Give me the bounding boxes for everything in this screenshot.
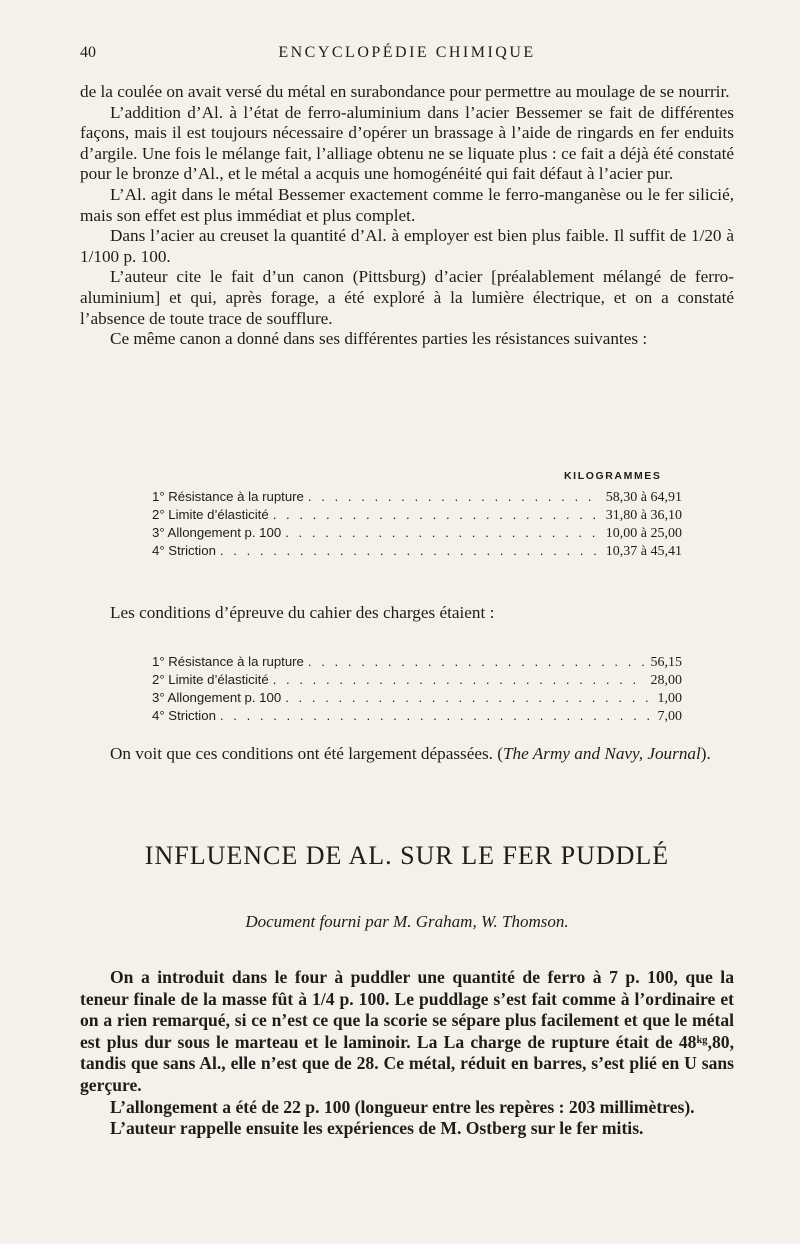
paragraph: Les conditions d’épreuve du cahier des charges étaient : [110,603,495,622]
source-citation: The Army and Navy, Journal [502,744,701,763]
row-value: 10,37 à 45,41 [605,544,682,559]
row-label: 2° Limite d’élasticité [152,507,269,522]
row-value: 58,30 à 64,91 [605,490,682,505]
dot-leader [285,524,602,541]
paragraph: L’addition d’Al. à l’état de ferro-aluminium dans l’acier Bessemer se fait de différentes façons, mais il est toujours nécessaire d’opérer un brassage à l’aide de ringards en fer enduits d’argile. Une fois le mélange fait, l’alliage obtenu ne se liquate plus : ce fait a déjà été constaté pour le bronze d’Al., et le métal a acquis une homogénéité qui fait défaut à l’acier pur. [80,102,734,184]
table-row [152,689,682,707]
row-value: 10,00 à 25,00 [605,526,682,541]
dot-leader [273,506,602,523]
running-title: ENCYCLOPÉDIE CHIMIQUE [278,44,536,61]
table-row [152,671,682,689]
conclusion [80,744,734,765]
row-label: 1° Résistance à la rupture [152,489,304,504]
row-label: 4° Striction [152,543,216,558]
row-label: 1° Résistance à la rupture [152,654,304,669]
table-row [152,542,682,560]
body-text-top [80,82,734,350]
row-value: 31,80 à 36,10 [605,508,682,523]
dot-leader [308,488,602,505]
conclusion-text: On voit que ces conditions ont été largement dépassées. ( [110,744,503,763]
conditions-intro [80,603,734,624]
row-value: 7,00 [657,709,682,724]
table-row [152,506,682,524]
paragraph: L’Al. agit dans le métal Bessemer exactement comme le ferro-manganèse ou le fer silicié, mais son effet est plus immédiat et plus complet. [80,184,734,225]
dot-leader [308,653,647,670]
paragraph: On a introduit dans le four à puddler une quantité de ferro à 7 p. 100, que la teneur finale de la masse fût à 1/4 p. 100. Le puddlage s’est fait comme à l’ordinaire et on a rien remarqué, si ce n’est ce que la scorie se sépare plus facilement et que le métal est plus dur sous le marteau et le laminoir. La La charge de rupture était de 48ᵏᵍ,80, tandis que sans Al., elle n’est que de 28. Ce métal, réduit en barres, s’est plié en U sans gerçure. [80,967,734,1095]
byline: Document fourni par M. Graham, W. Thomson. [245,912,569,931]
dot-leader [220,542,602,559]
paragraph: de la coulée on avait versé du métal en surabondance pour permettre au moulage de se nourrir. [80,82,730,101]
row-label: 4° Striction [152,708,216,723]
row-value: 1,00 [657,691,682,706]
dot-leader [220,707,654,724]
paragraph: Dans l’acier au creuset la quantité d’Al. à employer est bien plus faible. Il suffit de 1/20 à 1/100 p. 100. [80,226,734,266]
paragraph: L’auteur rappelle ensuite les expériences de M. Ostberg sur le fer mitis. [110,1118,644,1139]
table-row [152,488,682,506]
running-head [80,44,734,64]
paragraph: Ce même canon a donné dans ses différentes parties les résistances suivantes : [110,329,648,349]
row-label: 3° Allongement p. 100 [152,690,282,705]
paragraph [80,744,734,765]
row-label: 3° Allongement p. 100 [152,525,282,540]
paragraph: L’allongement a été de 22 p. 100 (longueur entre les repères : 203 millimètres). [110,1096,695,1117]
table-row [152,653,682,671]
dot-leader [273,671,647,688]
dot-leader [285,689,653,706]
conclusion-tail: ). [700,744,711,763]
table-unit-header: KILOGRAMMES [564,470,662,482]
conditions-table [152,653,682,725]
table-row [152,707,682,725]
row-label: 2° Limite d’élasticité [152,672,269,687]
row-value: 56,15 [650,655,682,670]
row-value: 28,00 [650,673,682,688]
page-number: 40 [80,44,96,61]
section-title: INFLUENCE DE AL. SUR LE FER PUDDLÉ [144,841,670,870]
table-row [152,524,682,542]
paragraph: L’auteur cite le fait d’un canon (Pittsburg) d’acier [préalablement mélangé de ferro-aluminium] et qui, après forage, a été exploré à la lumière électrique, et on a constaté l’absence de toute trace de soufflure. [80,267,734,328]
resistance-table [152,488,682,560]
body-text-bottom [80,967,734,1140]
